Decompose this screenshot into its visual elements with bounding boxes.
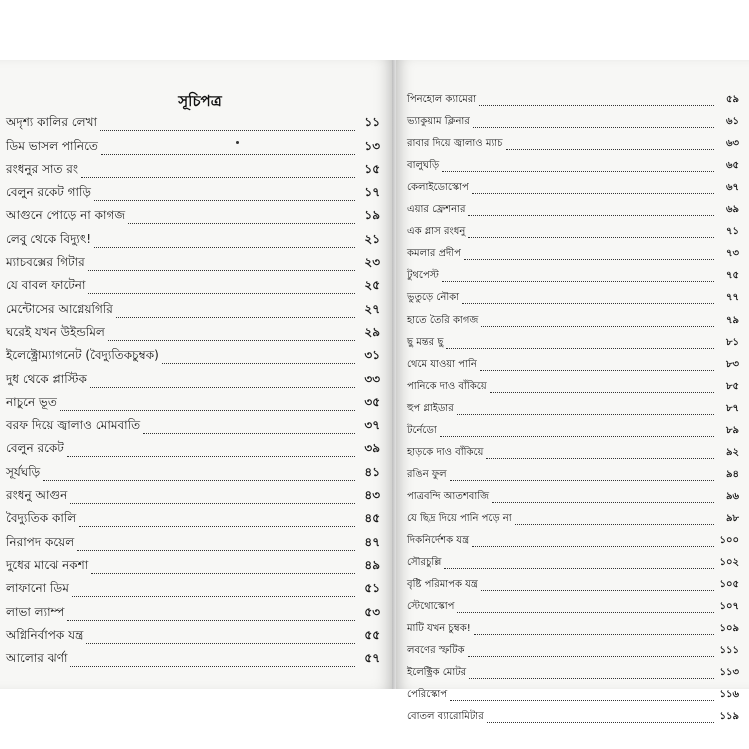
- toc-entry-title: লেবু থেকে বিদ্যুৎ!: [6, 231, 92, 246]
- toc-entry-page-number: ৫৩: [364, 604, 380, 619]
- dot-leader: [450, 700, 714, 701]
- toc-entry-page-number: ১১৩: [719, 667, 739, 679]
- dot-leader: [457, 414, 714, 415]
- dot-leader: [487, 722, 714, 723]
- dot-leader: [72, 596, 355, 597]
- toc-entry-title: আলোর ঝর্ণা: [6, 651, 68, 666]
- toc-list-right: [407, 90, 739, 729]
- toc-entry: [407, 266, 739, 288]
- dot-leader: [479, 105, 714, 106]
- toc-entry-title: ছু মন্তর ছু: [407, 336, 444, 348]
- toc-entry: [6, 487, 380, 510]
- toc-entry: [407, 619, 739, 641]
- dot-leader: [486, 458, 714, 459]
- toc-entry-page-number: ৮৩: [726, 358, 739, 370]
- dot-leader: [480, 370, 714, 371]
- dot-leader: [450, 480, 714, 481]
- toc-entry: [407, 531, 739, 553]
- toc-entry-page-number: ২৯: [364, 324, 380, 339]
- toc-entry-page-number: ৮৫: [726, 380, 739, 392]
- dot-leader: [468, 237, 714, 238]
- toc-entry-title: বেলুন রকেট গাড়ি: [6, 185, 91, 200]
- toc-entry: [407, 178, 739, 200]
- dot-leader: [100, 130, 355, 131]
- toc-entry-page-number: ১০০: [719, 534, 739, 546]
- toc-entry-page-number: ৩৯: [364, 441, 380, 456]
- toc-entry-title: বৈদ্যুতিক কালি: [6, 511, 77, 526]
- toc-entry-title: ইলেক্ট্রোম্যাগনেট (বৈদ্যুতিকচুম্বক): [6, 348, 159, 363]
- toc-entry: [407, 200, 739, 222]
- toc-entry-page-number: ১৯: [364, 208, 380, 223]
- toc-entry: [407, 553, 739, 575]
- toc-entry-title: ভুতুড়ে নৌকা: [407, 292, 460, 304]
- toc-entry-title: স্টেথোস্কোপ: [407, 601, 455, 613]
- toc-entry-page-number: ৬৩: [725, 138, 739, 150]
- toc-entry-page-number: ৮১: [726, 336, 739, 348]
- toc-entry-title: সূর্যঘড়ি: [6, 464, 41, 479]
- toc-entry-title: ভ্যাকুয়াম ক্লিনার: [407, 116, 470, 128]
- toc-entry-title: এয়ার ফ্রেশনার: [407, 204, 466, 216]
- toc-entry: [6, 533, 380, 556]
- toc-entry: [6, 137, 380, 160]
- toc-entry: [6, 184, 380, 207]
- toc-entry: [407, 465, 739, 487]
- toc-entry: [407, 663, 739, 685]
- dot-leader: [469, 678, 714, 679]
- toc-entry: [6, 417, 380, 440]
- toc-entry: [6, 627, 380, 650]
- toc-entry-title: পিনহোল ক্যামেরা: [407, 94, 477, 106]
- toc-entry: [6, 324, 380, 347]
- toc-entry-page-number: ৪৩: [364, 488, 380, 503]
- toc-entry-page-number: ৯৮: [726, 512, 739, 524]
- toc-entry: [407, 399, 739, 421]
- dot-leader: [77, 550, 355, 551]
- dot-leader: [143, 433, 355, 434]
- toc-entry: [6, 580, 380, 603]
- dot-leader: [81, 177, 355, 178]
- dot-leader: [94, 200, 355, 201]
- dot-leader: [472, 546, 714, 547]
- toc-entry: [6, 230, 380, 253]
- toc-entry-title: হুপ গ্লাইডার: [407, 402, 454, 414]
- toc-entry-page-number: ২৭: [364, 301, 380, 316]
- toc-entry: [407, 685, 739, 707]
- toc-entry-page-number: ১১৬: [719, 689, 739, 701]
- dot-leader: [43, 480, 355, 481]
- dot-leader: [468, 215, 714, 216]
- dot-leader: [506, 149, 714, 150]
- toc-entry: [407, 707, 739, 729]
- toc-entry-title: অদৃশ্য কালির লেখা: [6, 115, 97, 130]
- toc-entry-title: মাটি যখন চুম্বক!: [407, 623, 471, 635]
- toc-entry-title: কেলাইডোস্কোপ: [407, 182, 469, 194]
- toc-entry: [6, 347, 380, 370]
- toc-entry-page-number: ৩৭: [364, 418, 380, 433]
- dot-leader: [481, 326, 714, 327]
- dot-leader: [462, 303, 714, 304]
- toc-entry: [407, 244, 739, 266]
- dot-leader: [440, 436, 714, 437]
- toc-entry-page-number: ১০৫: [719, 579, 739, 591]
- toc-entry-page-number: ২৩: [364, 255, 380, 270]
- toc-entry-title: নাচুনে ভূত: [6, 394, 57, 409]
- toc-entry-page-number: ৭১: [726, 226, 739, 238]
- toc-entry-title: লাভা ল্যাম্প: [6, 604, 65, 619]
- dot-leader: [442, 171, 714, 172]
- toc-entry-page-number: ১১১: [719, 645, 739, 657]
- toc-entry: [6, 394, 380, 417]
- toc-entry: [407, 310, 739, 332]
- toc-entry-title: পাত্রবন্দি আতশবাজি: [407, 490, 490, 502]
- toc-entry-page-number: ৪৯: [364, 557, 380, 572]
- dot-leader: [91, 573, 355, 574]
- dot-leader: [474, 634, 714, 635]
- toc-entry: [6, 510, 380, 533]
- toc-entry: [6, 650, 380, 673]
- toc-entry-page-number: ১৫: [364, 161, 380, 176]
- toc-entry-page-number: ১০৭: [719, 601, 739, 613]
- toc-entry-title: টুথপেস্ট: [407, 270, 439, 282]
- toc-entry-title: সৌরচুল্লি: [407, 557, 442, 569]
- toc-entry-page-number: ৮৭: [726, 402, 739, 414]
- toc-entry-page-number: ৭৯: [726, 314, 739, 326]
- toc-entry-page-number: ৫৫: [364, 627, 380, 642]
- dot-leader: [457, 612, 714, 613]
- toc-list-left: [6, 114, 380, 673]
- dot-leader: [442, 281, 714, 282]
- dot-leader: [67, 456, 355, 457]
- toc-entry-title: রংধনুর সাত রং: [6, 161, 79, 176]
- toc-entry-page-number: ৭৫: [726, 270, 739, 282]
- toc-entry-title: পেরিস্কোপ: [407, 689, 448, 701]
- toc-entry-title: মেন্টোসের আগ্নেয়গিরি: [6, 301, 113, 316]
- toc-entry: [6, 161, 380, 184]
- toc-entry: [407, 575, 739, 597]
- toc-entry-page-number: ৮৯: [726, 424, 739, 436]
- toc-entry-page-number: ৬৭: [725, 182, 739, 194]
- toc-entry: [407, 641, 739, 663]
- book-gutter: [392, 60, 396, 689]
- toc-entry-title: বেলুন রকেট: [6, 441, 64, 456]
- toc-entry-page-number: ৫৭: [364, 651, 380, 666]
- toc-entry-page-number: ১০৯: [719, 623, 739, 635]
- dot-leader: [88, 293, 355, 294]
- toc-entry-title: টর্নেডো: [407, 424, 437, 436]
- toc-entry: [6, 277, 380, 300]
- toc-entry: [6, 557, 380, 580]
- dot-leader: [464, 259, 714, 260]
- toc-entry: [407, 222, 739, 244]
- toc-entry: [407, 421, 739, 443]
- toc-entry-title: আগুনে পোড়ে না কাগজ: [6, 208, 126, 223]
- toc-entry-title: রাবার দিয়ে জ্বালাও ম্যাচ: [407, 138, 503, 150]
- toc-entry: [6, 463, 380, 486]
- toc-entry-title: ইলেক্ট্রিক মোটর: [407, 667, 467, 679]
- toc-entry: [407, 156, 739, 178]
- dot-leader: [444, 568, 714, 569]
- dot-leader: [481, 590, 714, 591]
- toc-entry-page-number: ২৫: [364, 278, 380, 293]
- toc-entry: [6, 207, 380, 230]
- toc-entry-title: যে বাবল ফাটেনা: [6, 278, 86, 293]
- toc-entry-page-number: ৩৩: [364, 371, 380, 386]
- toc-entry-title: ডিম ভাসল পানিতে: [6, 138, 98, 153]
- toc-entry: [407, 487, 739, 509]
- toc-entry-page-number: ১৭: [364, 185, 380, 200]
- toc-entry-page-number: ৪১: [364, 464, 380, 479]
- toc-entry-title: যে ছিদ্র দিয়ে পানি পড়ে না: [407, 512, 512, 524]
- toc-entry: [6, 114, 380, 137]
- dot-leader: [94, 247, 355, 248]
- toc-entry-title: হাতে তৈরি কাগজ: [407, 314, 479, 326]
- toc-entry-page-number: ১১: [364, 115, 380, 130]
- toc-entry: [407, 90, 739, 112]
- dot-leader: [67, 620, 355, 621]
- toc-entry: [407, 443, 739, 465]
- dot-leader: [79, 526, 355, 527]
- toc-entry-title: এক গ্লাস রংধনু: [407, 226, 466, 238]
- dot-leader: [116, 317, 355, 318]
- dot-leader: [162, 363, 355, 364]
- toc-entry-page-number: ১০২: [719, 557, 739, 569]
- toc-entry-page-number: ৬১: [726, 116, 739, 128]
- toc-entry: [407, 377, 739, 399]
- toc-entry: [407, 288, 739, 310]
- dot-leader: [473, 127, 714, 128]
- dot-leader: [468, 656, 714, 657]
- toc-entry-title: নিরাপদ কয়েল: [6, 534, 75, 549]
- toc-entry-page-number: ৯৪: [726, 468, 739, 480]
- dot-leader: [472, 193, 714, 194]
- toc-entry: [6, 370, 380, 393]
- toc-entry-title: রঙিন ফুল: [407, 468, 447, 480]
- dot-leader: [88, 270, 355, 271]
- toc-entry: [407, 333, 739, 355]
- toc-entry-title: কমলার প্রদীপ: [407, 248, 461, 260]
- dot-leader: [70, 503, 355, 504]
- toc-entry-title: বরফ দিয়ে জ্বালাও মোমবাতি: [6, 418, 141, 433]
- toc-entry-title: দুধের মাঝে নকশা: [6, 557, 89, 572]
- toc-entry-page-number: ২১: [364, 231, 380, 246]
- toc-entry-title: অগ্নিনির্বাপক যন্ত্র: [6, 627, 84, 642]
- toc-entry-title: ম্যাচবক্সের গিটার: [6, 255, 85, 270]
- toc-entry-title: বোতল ব্যারোমিটার: [407, 711, 484, 723]
- toc-entry-title: থেমে যাওয়া পানি: [407, 358, 477, 370]
- dot-leader: [446, 348, 714, 349]
- toc-entry-title: বৃষ্টি পরিমাপক যন্ত্র: [407, 579, 478, 591]
- toc-entry-page-number: ৫১: [364, 581, 380, 596]
- toc-entry: [407, 112, 739, 134]
- toc-entry-page-number: ৪৫: [364, 511, 380, 526]
- toc-entry: [407, 355, 739, 377]
- toc-title: সূচিপত্র: [178, 92, 222, 110]
- toc-entry-title: রংধনু আগুন: [6, 488, 68, 503]
- dot-leader: [86, 643, 355, 644]
- dot-leader: [128, 223, 355, 224]
- toc-entry-page-number: ৩৫: [364, 394, 380, 409]
- toc-entry: [407, 597, 739, 619]
- toc-entry: [407, 134, 739, 156]
- toc-entry-title: লবণের স্ফটিক: [407, 645, 465, 657]
- toc-entry-page-number: ৫৯: [726, 94, 739, 106]
- dot-leader: [108, 340, 355, 341]
- toc-entry-title: দিকনির্দেশক যন্ত্র: [407, 534, 470, 546]
- toc-entry-title: ঘরেই যখন উইন্ডমিল: [6, 324, 105, 339]
- toc-entry-page-number: ১১৯: [719, 711, 739, 723]
- toc-entry-title: হাড়কে দাও বাঁকিয়ে: [407, 446, 484, 458]
- dot-leader: [492, 502, 714, 503]
- toc-entry-title: পানিকে দাও বাঁকিয়ে: [407, 380, 487, 392]
- toc-entry-page-number: ১৩: [364, 138, 380, 153]
- dot-leader: [101, 154, 355, 155]
- toc-entry-page-number: ৭৩: [725, 248, 739, 260]
- dot-leader: [490, 392, 714, 393]
- toc-entry-page-number: ৪৭: [364, 534, 380, 549]
- toc-entry-page-number: ৩১: [364, 348, 380, 363]
- toc-entry-page-number: ৬৫: [726, 160, 739, 172]
- toc-entry-page-number: ৯৬: [726, 490, 739, 502]
- toc-entry-page-number: ৬৯: [726, 204, 739, 216]
- dot-leader: [60, 410, 355, 411]
- toc-entry-title: বালুঘড়ি: [407, 160, 440, 172]
- toc-entry-page-number: ৭৭: [725, 292, 739, 304]
- toc-entry: [6, 300, 380, 323]
- toc-entry: [6, 440, 380, 463]
- dot-leader: [70, 666, 355, 667]
- toc-entry-title: লাফানো ডিম: [6, 581, 69, 596]
- toc-entry-title: দুধ থেকে প্লাস্টিক: [6, 371, 87, 386]
- toc-entry: [6, 603, 380, 626]
- dot-leader: [515, 524, 714, 525]
- dot-leader: [90, 387, 355, 388]
- toc-entry-page-number: ৯২: [726, 446, 739, 458]
- toc-entry: [6, 254, 380, 277]
- toc-entry: [407, 509, 739, 531]
